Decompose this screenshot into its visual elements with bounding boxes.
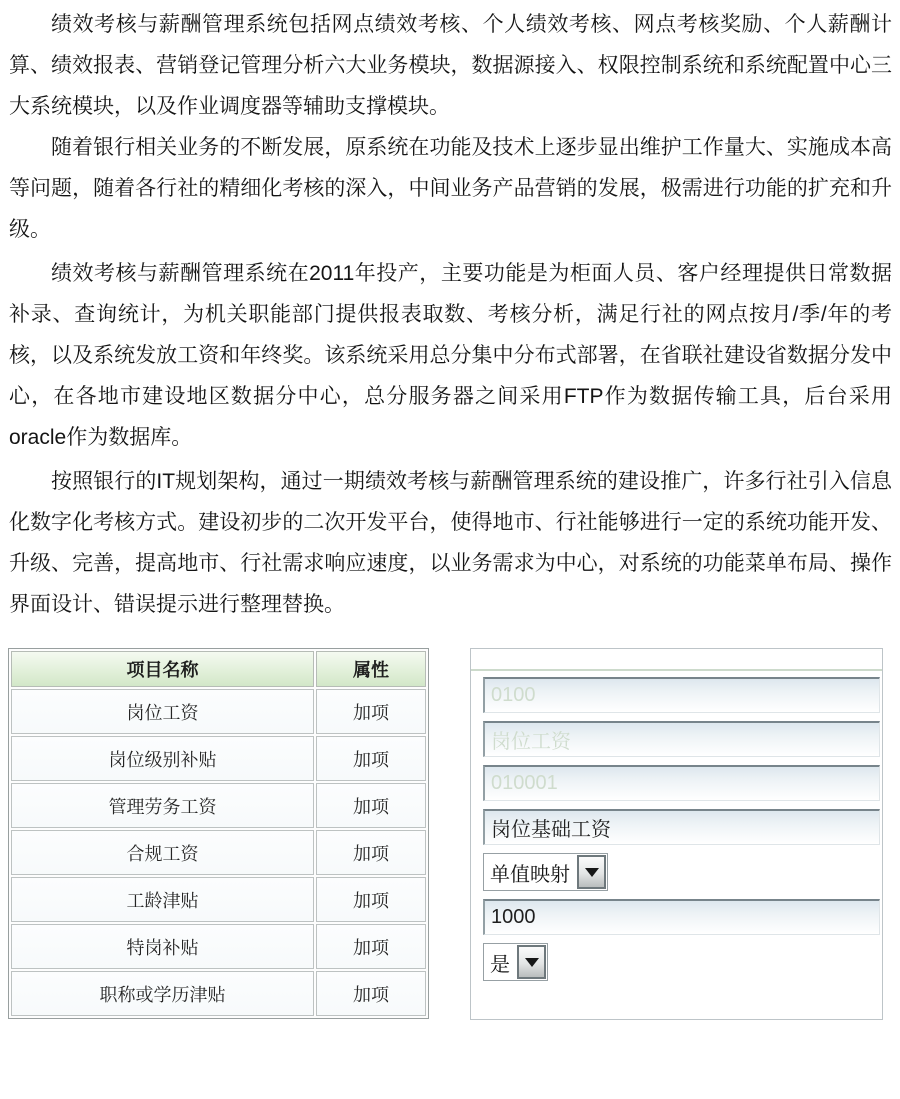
table-header-row <box>11 651 426 687</box>
document-body <box>9 4 892 625</box>
amount-input[interactable] <box>483 899 880 935</box>
paragraph-background: 随着银行相关业务的不断发展，原系统在功能及技术上逐步显出维护工作量大、实施成本高等问题，随着各行社的精细化考核的深入，中间业务产品营销的发展，极需进行功能的扩充和升级。 <box>9 136 892 241</box>
paragraph-plan: 按照银行的IT规划架构，通过一期绩效考核与薪酬管理系统的建设推广，许多行社引入信息化数字化考核方式。建设初步的二次开发平台，使得地市、行社能够进行一定的系统功能开发、升级、完善，提高地市、行社需求响应速度，以业务需求为中心，对系统的功能菜单布局、操作界面设计、错误提示进行整理替换。 <box>9 470 892 616</box>
enabled-flag-select[interactable] <box>483 943 548 981</box>
item-detail-form <box>483 677 880 981</box>
sub-item-name-input[interactable] <box>483 809 880 845</box>
attribute-cell: 加项 <box>316 689 426 734</box>
item-name-cell: 特岗补贴 <box>11 924 314 969</box>
item-name-cell: 合规工资 <box>11 830 314 875</box>
mapping-type-select[interactable] <box>483 853 608 891</box>
column-header-attribute: 属性 <box>316 651 426 687</box>
mapping-type-value: 单值映射 <box>485 855 575 889</box>
column-header-item-name: 项目名称 <box>11 651 314 687</box>
item-name-cell: 岗位级别补贴 <box>11 736 314 781</box>
sub-item-code-input[interactable] <box>483 765 880 801</box>
attribute-cell: 加项 <box>316 830 426 875</box>
table-row <box>11 689 426 734</box>
paragraph-history: 绩效考核与薪酬管理系统在2011年投产，主要功能是为柜面人员、客户经理提供日常数据补录、查询统计，为机关职能部门提供报表取数、考核分析，满足行社的网点按月/季/年的考核，以及系统发放工资和年终奖。该系统采用总分集中分布式部署，在省联社建设省数据分发中心，在各地市建设地区数据分中心，总分服务器之间采用FTP作为数据传输工具，后台采用oracle作为数据库。 <box>9 262 892 449</box>
enabled-flag-value: 是 <box>485 945 515 979</box>
attribute-cell: 加项 <box>316 971 426 1016</box>
table-row <box>11 971 426 1016</box>
attribute-cell: 加项 <box>316 877 426 922</box>
panel-header-strip <box>471 649 882 671</box>
table-row <box>11 924 426 969</box>
item-detail-panel <box>470 648 883 1020</box>
item-name-input[interactable] <box>483 721 880 757</box>
table-row <box>11 783 426 828</box>
item-code-input[interactable] <box>483 677 880 713</box>
attribute-cell: 加项 <box>316 736 426 781</box>
item-name-cell: 工龄津贴 <box>11 877 314 922</box>
salary-items-table <box>8 648 429 1019</box>
enabled-flag-dropdown-button[interactable] <box>517 945 546 979</box>
item-name-cell: 职称或学历津贴 <box>11 971 314 1016</box>
item-name-cell: 管理劳务工资 <box>11 783 314 828</box>
item-name-cell: 岗位工资 <box>11 689 314 734</box>
attribute-cell: 加项 <box>316 783 426 828</box>
table-row <box>11 736 426 781</box>
paragraph-modules: 绩效考核与薪酬管理系统包括网点绩效考核、个人绩效考核、网点考核奖励、个人薪酬计算、绩效报表、营销登记管理分析六大业务模块，数据源接入、权限控制系统和系统配置中心三大系统模块，以及作业调度器等辅助支撑模块。 <box>9 13 892 118</box>
mapping-type-dropdown-button[interactable] <box>577 855 606 889</box>
chevron-down-icon <box>585 868 599 877</box>
table-row <box>11 877 426 922</box>
attribute-cell: 加项 <box>316 924 426 969</box>
table-row <box>11 830 426 875</box>
chevron-down-icon <box>525 958 539 967</box>
